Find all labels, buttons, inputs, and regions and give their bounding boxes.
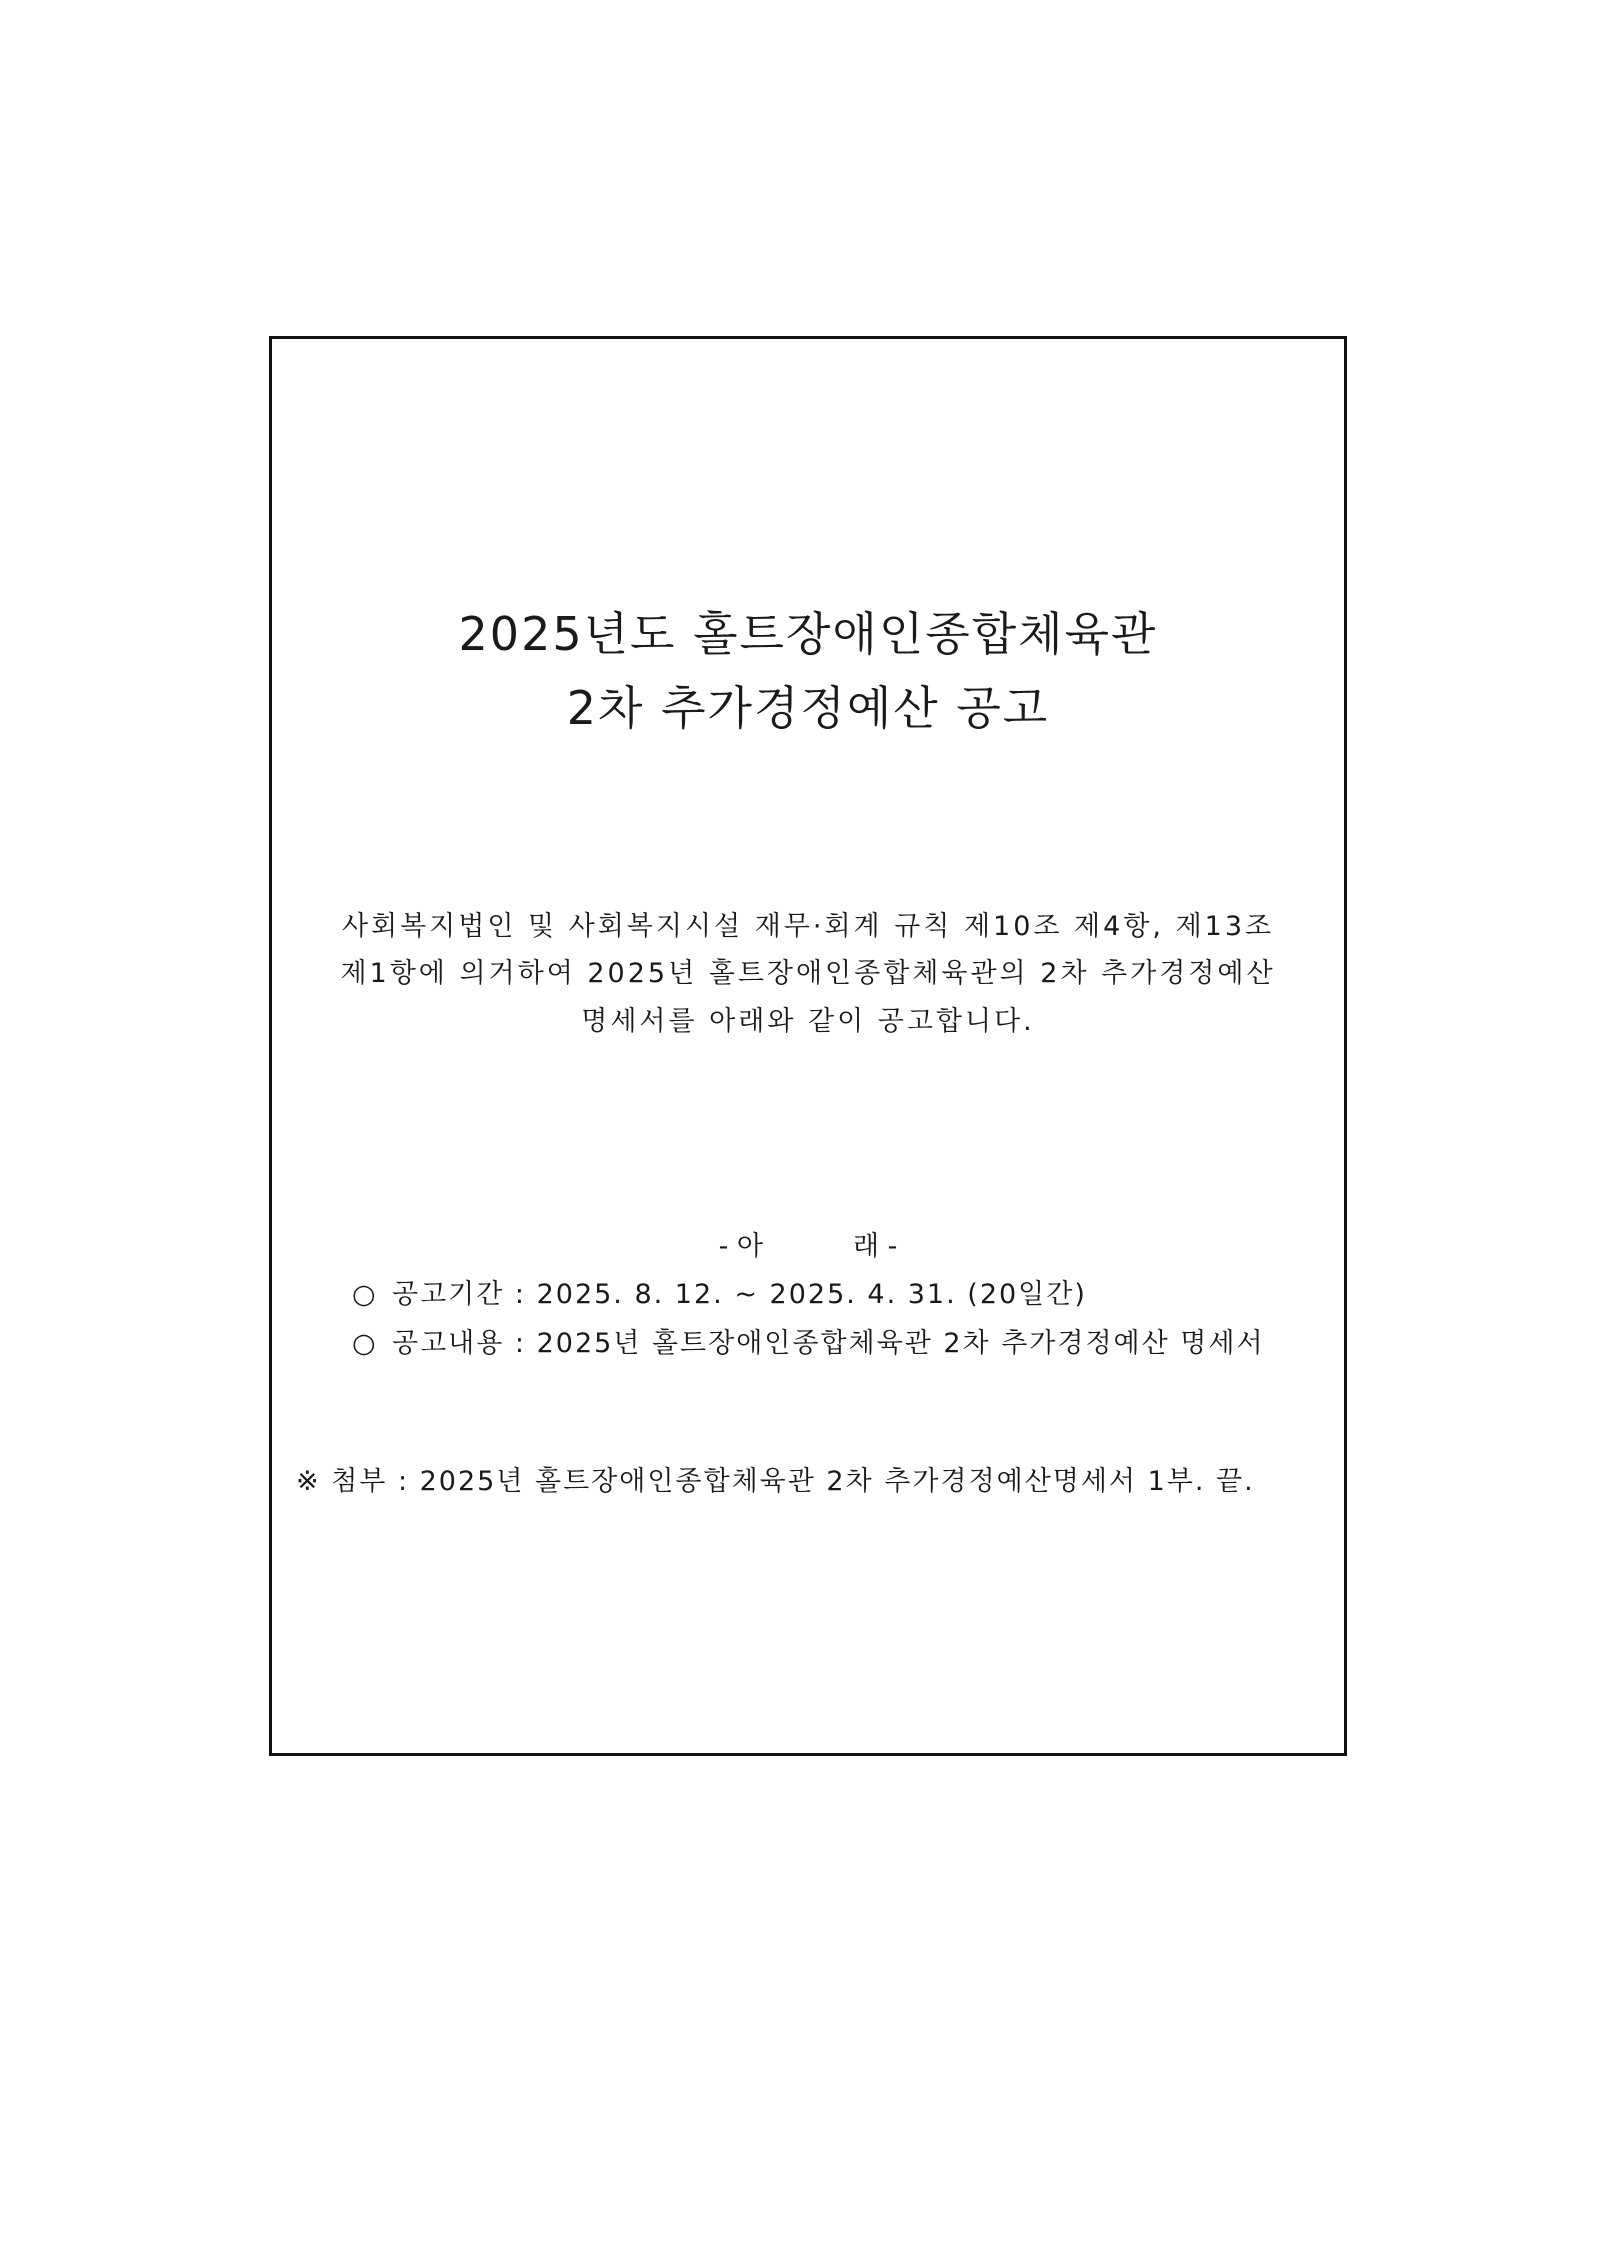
circle-bullet-icon: ○ [352, 1328, 378, 1359]
notice-item-content [352, 1321, 1265, 1360]
notice-item-text: 공고내용 : 2025년 홀트장애인종합체육관 2차 추가경정예산 명세서 [392, 1328, 1265, 1359]
notice-title-line1: 2025년도 홀트장애인종합체육관 [458, 607, 1158, 661]
below-heading-left: - 아 [718, 1231, 763, 1262]
circle-bullet-icon: ○ [352, 1279, 378, 1310]
notice-box [269, 336, 1347, 1756]
below-heading [272, 1224, 1344, 1263]
notice-body-line1: 사회복지법인 및 사회복지시설 재무·회계 규칙 제10조 제4항, 제13조 [341, 911, 1275, 942]
notice-attachment: ※ 첨부 : 2025년 홀트장애인종합체육관 2차 추가경정예산명세서 1부. 끝. [296, 1466, 1255, 1497]
notice-body-line2: 제1항에 의거하여 2025년 홀트장애인종합체육관의 2차 추가경정예산 [340, 958, 1276, 989]
notice-title-line2: 2차 추가경정예산 공고 [566, 681, 1050, 735]
notice-item-period [352, 1272, 1087, 1311]
below-heading-right: 래 - [853, 1231, 898, 1262]
notice-item-text: 공고기간 : 2025. 8. 12. ~ 2025. 4. 31. (20일간) [392, 1279, 1087, 1310]
notice-body-line3: 명세서를 아래와 같이 공고합니다. [581, 1006, 1035, 1037]
